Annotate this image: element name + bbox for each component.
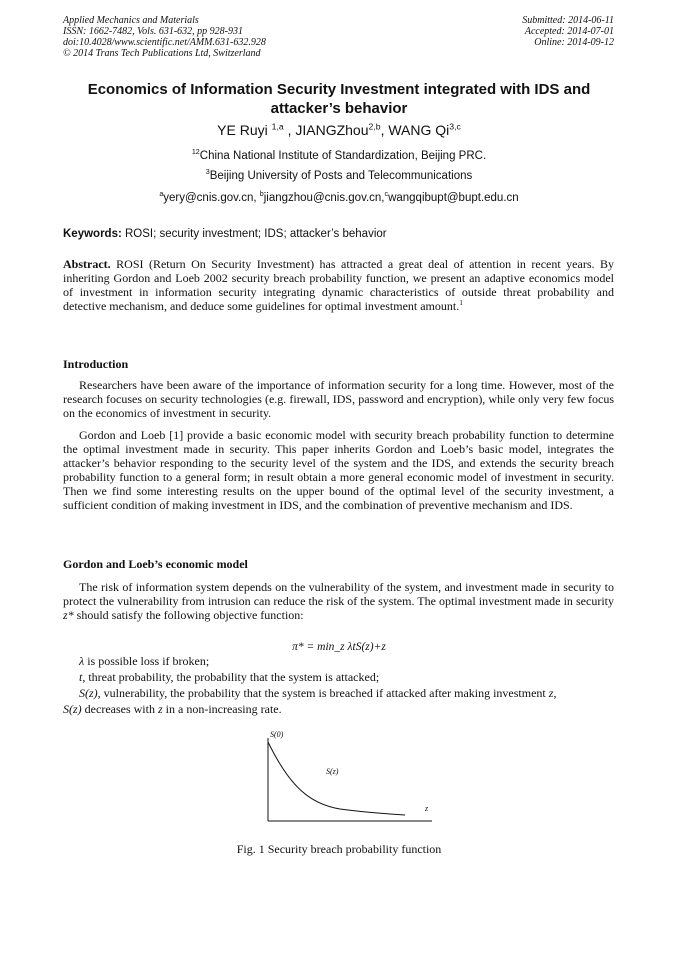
title-line-1: Economics of Information Security Investment integrated with IDS and — [87, 81, 591, 98]
x-axis-label: z — [425, 804, 429, 813]
email-b: jiangzhou@cnis.gov.cn, — [263, 192, 385, 204]
footnote-mark: 1 — [459, 298, 463, 307]
y-axis-label: S(0) — [270, 730, 284, 739]
journal-name: Applied Mechanics and Materials — [63, 15, 199, 26]
email-c: wangqibupt@bupt.edu.cn — [388, 192, 519, 204]
figure-1-caption: Fig. 1 Security breach probability function — [236, 842, 442, 856]
model-paragraph-end: should satisfy the following objective function: — [76, 608, 304, 622]
accepted-date: Accepted: 2014-07-01 — [524, 26, 614, 37]
definition-lambda — [79, 654, 209, 668]
abstract-text: ROSI (Return On Security Investment) has attracted a great deal of attention in recent years. By inheriting Gordon and Loeb 2002 security breach probability function, we present an adaptive economics model of investment in information security integrating dynamic characteristics of outside threat probability and detective mechanism, and deduce some guidelines for optimal investment amount. — [63, 257, 614, 313]
affiliation-1-sup: 12 — [191, 148, 200, 157]
objective-equation: π* = min_z λtS(z)+z — [292, 641, 386, 653]
curve-label: S(z) — [326, 767, 339, 776]
model-paragraph-1 — [63, 580, 614, 622]
paper-title — [40, 80, 638, 118]
breach-probability-curve — [268, 742, 405, 815]
section-heading-introduction: Introduction — [63, 357, 129, 371]
journal-issn: ISSN: 1662-7482, Vols. 631-632, pp 928-931 — [63, 26, 243, 37]
intro-paragraph-2: Gordon and Loeb [1] provide a basic economic model with security breach probability function to determine the optimal investment made in security. This paper inherits Gordon and Loeb’s basic model, integrates the attacker’s behavior responding to the security level of the system and the IDS, and extends the security breach probability function to a general form; in result obtain a more general economic model of investment in security. Then we find some interesting results on the upper bound of the optimal level of the security investment, a sufficient condition of making investment in IDS, and the combination of preventive mechanism and IDS. — [63, 428, 614, 512]
affiliation-1 — [0, 150, 678, 162]
email-b-sup: b — [259, 190, 264, 199]
journal-copyright: © 2014 Trans Tech Publications Ltd, Switzerland — [63, 48, 261, 59]
email-a: yery@cnis.gov.cn, — [163, 192, 260, 204]
model-paragraph-text: The risk of information system depends on the vulnerability of the system, and investment made in security to protect the vulnerability from intrusion can reduce the risk of the system. The optimal investment made in security — [63, 580, 614, 608]
definition-decreasing-text-b: in a non-increasing rate. — [162, 702, 282, 716]
abstract — [63, 257, 614, 313]
submitted-date: Submitted: 2014-06-11 — [522, 15, 614, 26]
author-3-sup: 3,c — [449, 121, 461, 132]
author-1: YE Ruyi — [217, 122, 268, 138]
online-date: Online: 2014-09-12 — [534, 37, 614, 48]
title-line-2: attacker’s behavior — [270, 100, 408, 117]
dates-header — [522, 15, 614, 48]
email-a-sup: a — [159, 190, 164, 199]
section-heading-model: Gordon and Loeb’s economic model — [63, 557, 248, 571]
keywords — [63, 228, 387, 240]
author-list — [0, 122, 678, 138]
definition-lambda-text: is possible loss if broken; — [84, 654, 210, 668]
symbol-z: z — [548, 686, 554, 700]
symbol-s-of-z: S(z) — [63, 702, 82, 716]
figure-1-diagram — [260, 722, 440, 832]
author-2-sup: 2,b — [368, 121, 381, 132]
author-separator: , — [283, 122, 296, 138]
email-line — [0, 192, 678, 204]
definition-vulnerability-text: , vulnerability, the probability that the system is breached if attacked after making investment — [97, 686, 546, 700]
symbol-lambda: λ — [79, 654, 85, 668]
intro-paragraph-1: Researchers have been aware of the importance of information security for a long time. However, most of the research focuses on security technologies (e.g. firewall, IDS, password and encryption), while only very few focus on the economics of investment in security. — [63, 378, 614, 420]
journal-header — [63, 15, 266, 59]
symbol-z: z — [157, 702, 163, 716]
definition-threat-text: , threat probability, the probability that the system is attacked; — [82, 670, 380, 684]
affiliation-1-text: China National Institute of Standardization, Beijing PRC. — [199, 150, 487, 162]
author-2: JIANGZhou — [295, 122, 369, 138]
definition-vulnerability-end: , — [553, 686, 557, 700]
journal-doi: doi:10.4028/www.scientific.net/AMM.631-632.928 — [63, 37, 266, 48]
author-1-sup: 1,a — [271, 121, 284, 132]
affiliation-2-text: Beijing University of Posts and Telecommunications — [209, 170, 473, 182]
affiliation-2-sup: 3 — [205, 168, 210, 177]
keywords-label: Keywords: — [63, 228, 122, 240]
author-3: WANG Qi — [388, 122, 450, 138]
abstract-label: Abstract. — [63, 257, 111, 271]
email-c-sup: c — [384, 190, 389, 199]
symbol-t: t — [79, 670, 83, 684]
affiliation-2 — [0, 170, 678, 182]
definition-threat — [79, 670, 379, 684]
definition-decreasing — [63, 702, 282, 716]
keywords-text: ROSI; security investment; IDS; attacker’s behavior — [121, 228, 387, 240]
definition-vulnerability — [79, 686, 556, 700]
author-separator: , — [380, 122, 389, 138]
variable-z-star: z* — [63, 608, 74, 622]
definition-decreasing-text-a: decreases with — [81, 702, 158, 716]
symbol-s-of-z: S(z) — [79, 686, 98, 700]
